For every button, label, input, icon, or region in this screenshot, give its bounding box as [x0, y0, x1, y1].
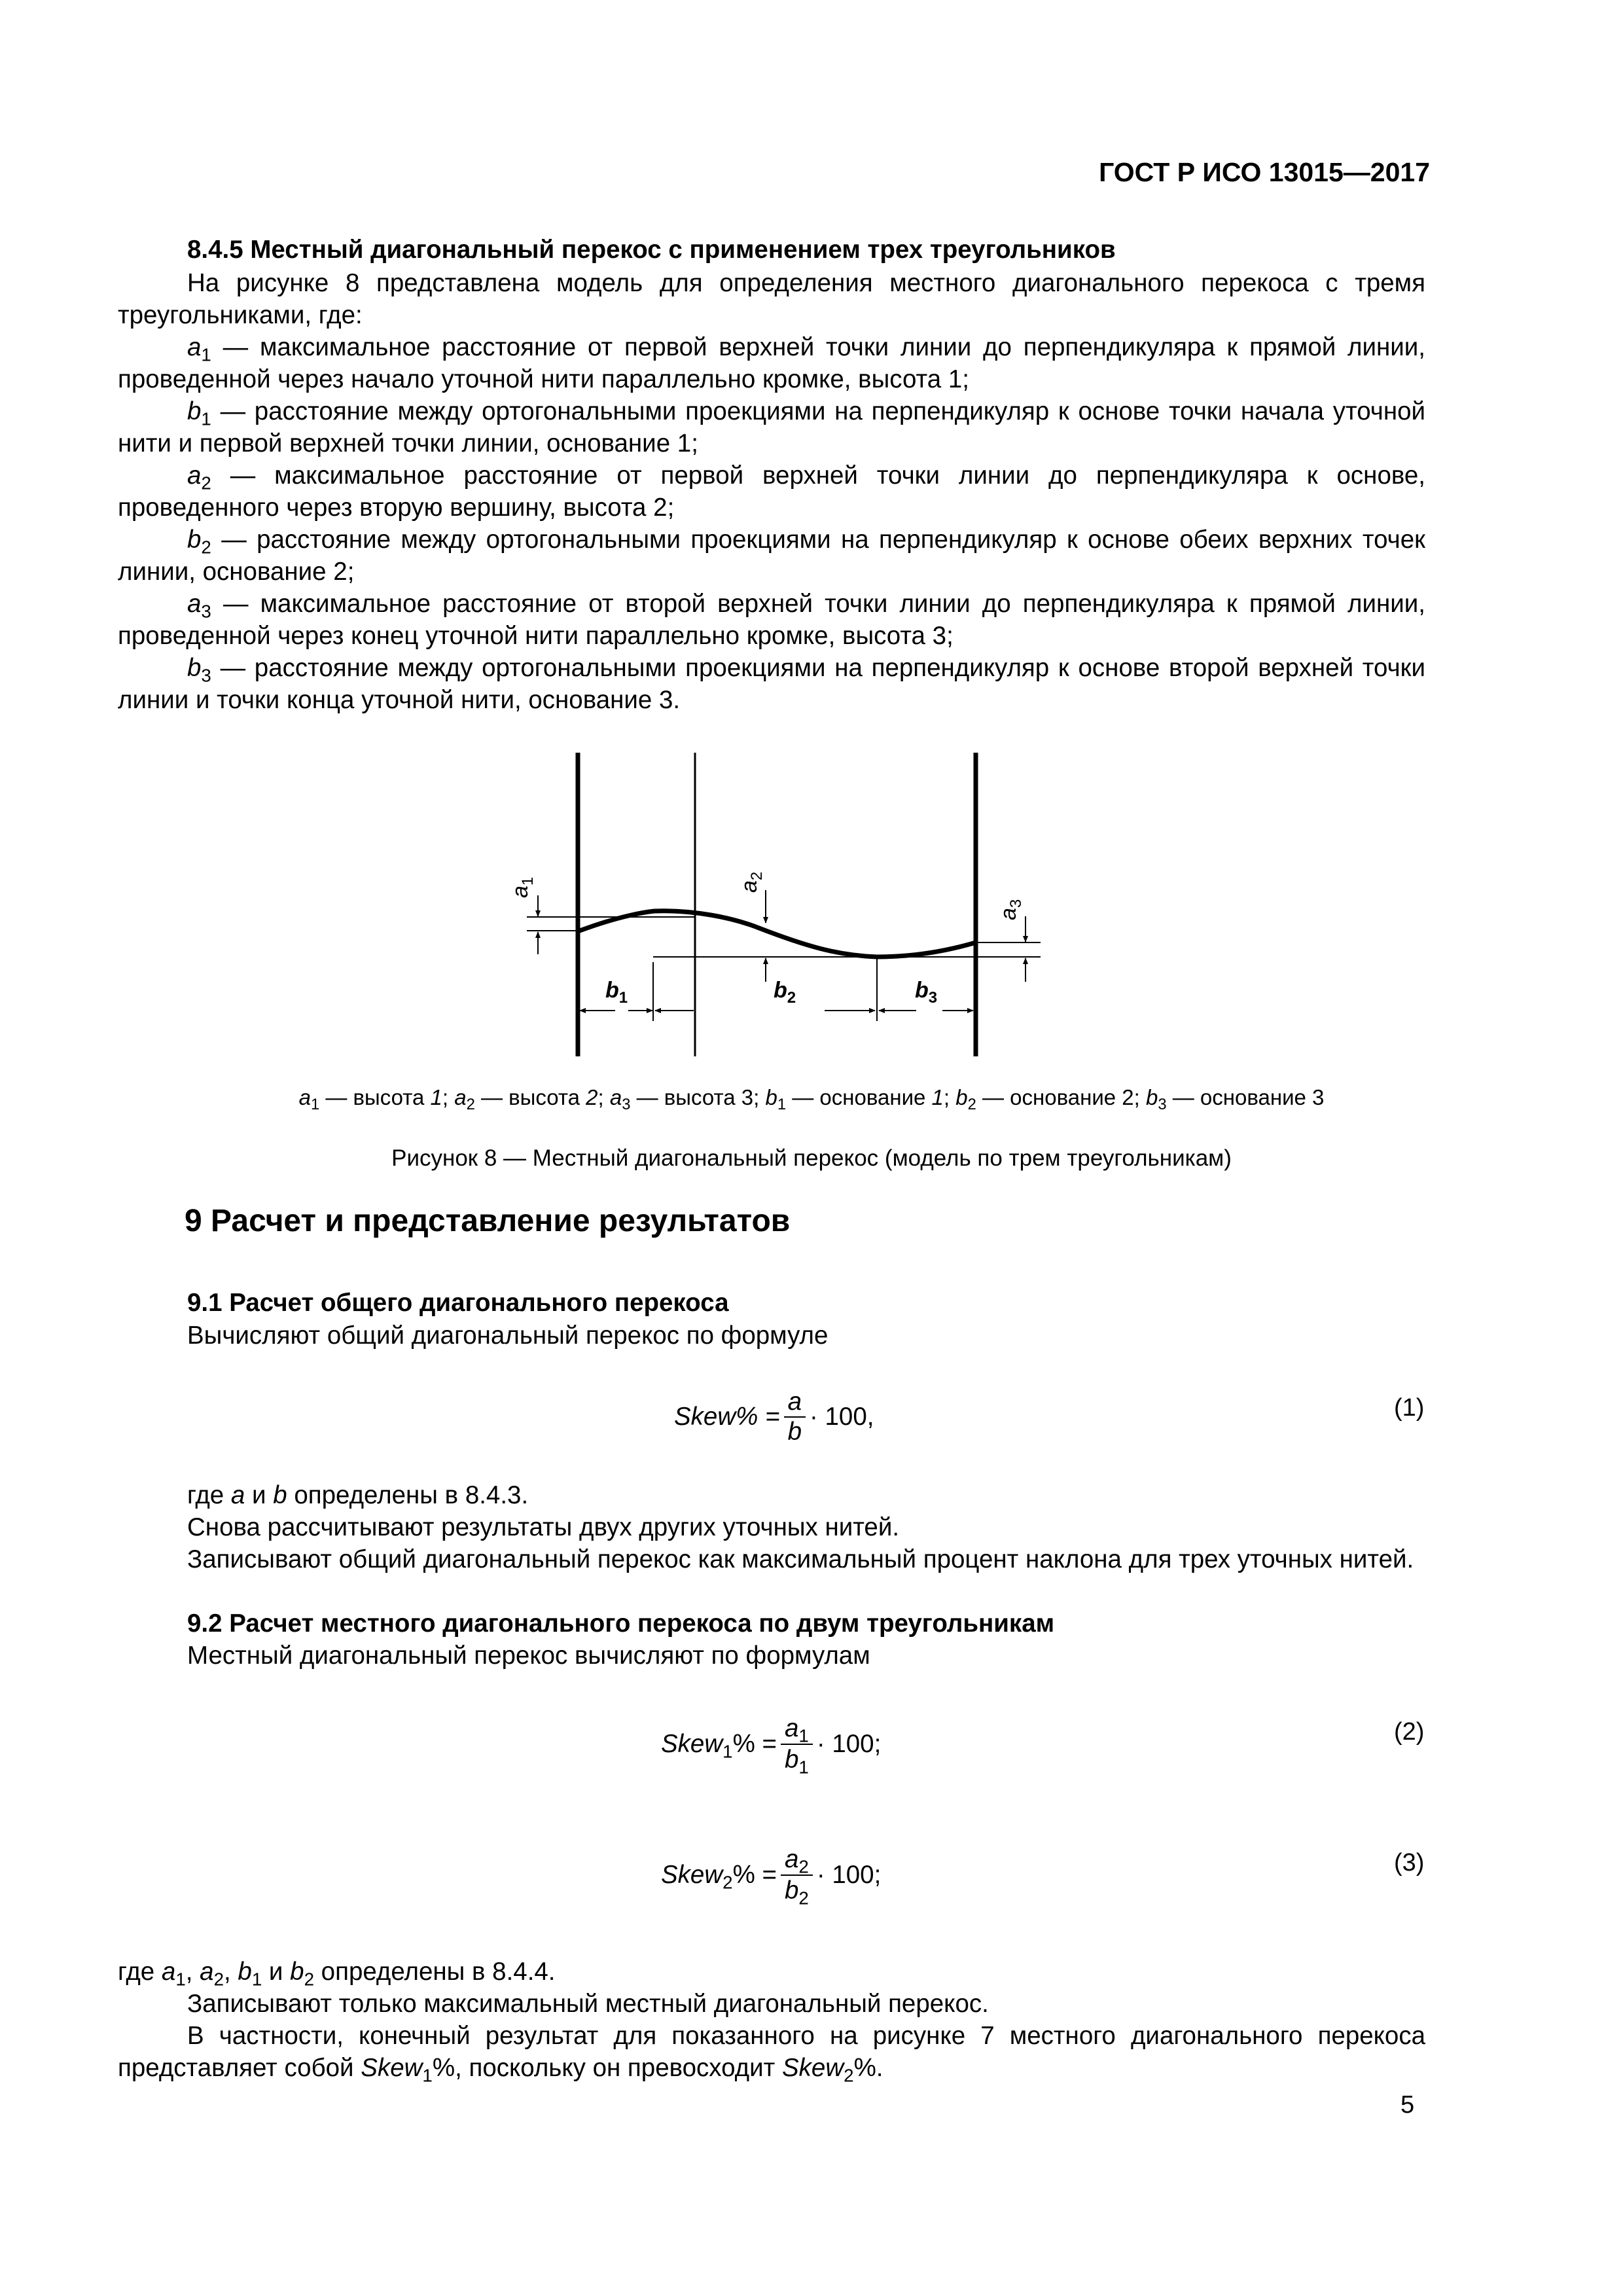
- var: a: [298, 1085, 311, 1109]
- sub: 1: [251, 1969, 262, 1990]
- sub: 3: [1158, 1096, 1167, 1114]
- den-var: b: [785, 1876, 799, 1905]
- eq3-numerator: [781, 1844, 813, 1876]
- label-var: b: [605, 978, 619, 1003]
- sub: 2: [213, 1969, 224, 1990]
- var-a: a: [200, 1958, 214, 1986]
- sep: ;: [597, 1085, 610, 1109]
- p3-sub1: 1: [422, 2065, 433, 2086]
- sub: 3: [201, 665, 211, 686]
- sep: ;: [442, 1085, 455, 1109]
- label-sub: 3: [1007, 899, 1025, 908]
- def-text: — расстояние между ортогональными проекциями на перпендикуляр к основе второй верхней точки линии и точки конца уточной нити, основание 3.: [118, 654, 1425, 714]
- def-text: — максимальное расстояние от первой верхней точки линии до перпендикуляра к прямой линии, проведенной через начало уточной нити параллельно кромке, высота 1;: [118, 333, 1425, 393]
- var: b: [955, 1085, 968, 1109]
- section-9-1-where: [118, 1479, 1425, 1511]
- num: 3: [741, 1085, 754, 1109]
- where-end: определены в 8.4.4.: [313, 1958, 556, 1986]
- var: a: [454, 1085, 467, 1109]
- eq2-denominator: [785, 1745, 809, 1778]
- where-pre: где: [187, 1481, 231, 1509]
- var-b: b: [290, 1958, 304, 1986]
- figure-8-legend: [118, 1085, 1505, 1114]
- def-text: — расстояние между ортогональными проекциями на перпендикуляр к основе точки начала уточной нити и первой верхней точки линии, основание 1;: [118, 397, 1425, 457]
- var: a: [187, 590, 202, 618]
- legend-text: — основание: [1166, 1085, 1313, 1109]
- conj: и: [262, 1958, 291, 1986]
- eq2-lhs-sub: 1: [722, 1741, 733, 1762]
- p3-sub2: 2: [844, 2065, 854, 2086]
- var: a: [187, 333, 202, 361]
- var: a: [609, 1085, 622, 1109]
- num: 3: [1312, 1085, 1325, 1109]
- eq2-fraction: [781, 1713, 813, 1778]
- var-a: a: [161, 1958, 176, 1986]
- section-9-2-text: Местный диагональный перекос вычисляют по формулам: [187, 1641, 870, 1670]
- section-9-1-title: 9.1 Расчет общего диагонального перекоса: [187, 1289, 729, 1317]
- var: b: [187, 397, 202, 425]
- comma: ,: [185, 1958, 200, 1986]
- section-9-1-p3: Записывают общий диагональный перекос как максимальный процент наклона для трех уточных нитей.: [187, 1545, 1414, 1573]
- sub: 2: [304, 1969, 314, 1990]
- eq1-denominator: b: [787, 1418, 802, 1446]
- eq2-tail: · 100;: [816, 1730, 882, 1758]
- label-b3: [915, 978, 937, 1007]
- den-sub: 1: [798, 1757, 809, 1778]
- eq2-lhs-tail: % =: [732, 1730, 777, 1758]
- eq2-numerator: [781, 1713, 813, 1745]
- legend-text: — высота: [630, 1085, 741, 1109]
- num-sub: 2: [798, 1856, 809, 1877]
- eq3-tail: · 100;: [816, 1861, 882, 1889]
- p3-c: %.: [853, 2054, 883, 2082]
- sub: 1: [201, 408, 211, 429]
- num-var: a: [785, 1714, 799, 1742]
- label-var: b: [774, 978, 787, 1003]
- document-header: ГОСТ Р ИСО 13015—2017: [1099, 157, 1430, 187]
- section-8-4-5-intro: На рисунке 8 представлена модель для определения местного диагонального перекоса с тремя треугольниками, где:: [118, 269, 1425, 329]
- eq3-lhs-sub: 2: [722, 1872, 733, 1893]
- num-var: a: [785, 1845, 799, 1873]
- equation-2: [661, 1705, 881, 1784]
- num: 1: [931, 1085, 944, 1109]
- page-number: 5: [1400, 2091, 1415, 2119]
- label-var: a: [508, 886, 533, 898]
- legend-text: — высота: [319, 1085, 431, 1109]
- p3-var2: Skew: [781, 2054, 844, 2082]
- sub: 2: [967, 1096, 976, 1114]
- var-b: b: [238, 1958, 252, 1986]
- eq2-lhs-var: Skew: [661, 1730, 723, 1758]
- where-post: определены в 8.4.3.: [287, 1481, 529, 1509]
- where-pre: где: [118, 1958, 162, 1986]
- label-sub: 2: [787, 989, 796, 1007]
- var: b: [1146, 1085, 1158, 1109]
- label-a3: [996, 899, 1025, 920]
- num: 1: [430, 1085, 442, 1109]
- equation-1-number: (1): [1394, 1394, 1425, 1422]
- legend-text: — высота: [474, 1085, 586, 1109]
- den-var: b: [785, 1746, 799, 1774]
- eq1-fraction: [784, 1388, 806, 1446]
- equation-2-number: (2): [1394, 1718, 1425, 1746]
- label-var: a: [996, 908, 1021, 920]
- section-9-2-p3: [118, 2020, 1425, 2084]
- where-mid: и: [245, 1481, 274, 1509]
- eq1-numerator: a: [784, 1388, 806, 1418]
- eq1-lhs: Skew% =: [674, 1403, 780, 1431]
- label-sub: 1: [519, 876, 537, 886]
- var-b: b: [273, 1481, 287, 1509]
- label-var: a: [737, 880, 762, 893]
- section-9-2-title: 9.2 Расчет местного диагонального перекоса по двум треугольникам: [187, 1609, 1055, 1638]
- comma: ,: [223, 1958, 238, 1986]
- sep: ;: [753, 1085, 766, 1109]
- label-sub: 2: [748, 871, 766, 881]
- section-9-1-p2: Снова рассчитывают результаты двух других уточных нитей.: [187, 1513, 900, 1541]
- den-sub: 2: [798, 1888, 809, 1909]
- legend-text: — основание: [976, 1085, 1122, 1109]
- var: b: [187, 526, 202, 554]
- section-9-2-p2: Записывают только максимальный местный диагональный перекос.: [187, 1990, 989, 2018]
- equation-3-number: (3): [1394, 1849, 1425, 1876]
- var: b: [765, 1085, 777, 1109]
- label-b2: [774, 978, 796, 1007]
- num-sub: 1: [798, 1725, 809, 1746]
- section-9-1-text: Вычисляют общий диагональный перекос по формуле: [187, 1321, 829, 1350]
- sub: 3: [622, 1096, 631, 1114]
- label-b1: [605, 978, 628, 1007]
- sub: 2: [201, 473, 211, 493]
- sub: 1: [310, 1096, 320, 1114]
- sep: ;: [943, 1085, 956, 1109]
- sub: 3: [201, 601, 211, 622]
- label-sub: 1: [618, 989, 628, 1007]
- sep: ;: [1133, 1085, 1146, 1109]
- p3-var1: Skew: [361, 2054, 423, 2082]
- label-sub: 3: [928, 989, 938, 1007]
- eq1-tail: · 100,: [809, 1403, 874, 1431]
- section-9-2-where: [118, 1956, 1425, 1988]
- var-a: a: [230, 1481, 245, 1509]
- var: a: [187, 461, 202, 490]
- equation-1: [674, 1381, 874, 1453]
- eq3-lhs-tail: % =: [732, 1861, 777, 1889]
- eq3-lhs: [661, 1861, 777, 1893]
- eq2-lhs: [661, 1730, 777, 1762]
- weft-curve: [578, 911, 976, 957]
- var: b: [187, 654, 202, 682]
- eq3-lhs-var: Skew: [661, 1861, 723, 1889]
- sub: 2: [201, 537, 211, 558]
- p3-a: В частности, конечный результат для показанного на рисунке 7 местного диагонального перекоса представляет собой: [118, 2022, 1425, 2082]
- eq3-denominator: [785, 1876, 809, 1909]
- label-a2: [737, 872, 766, 893]
- equation-3: [661, 1836, 881, 1914]
- sub: 1: [201, 344, 211, 365]
- sub: 2: [466, 1096, 475, 1114]
- section-9-title: 9 Расчет и представление результатов: [185, 1204, 791, 1238]
- figure-8-caption: Рисунок 8 — Местный диагональный перекос (модель по трем треугольникам): [391, 1145, 1232, 1171]
- def-text: — максимальное расстояние от первой верхней точки линии до перпендикуляра к основе, проведенного через вторую вершину, высота 2;: [118, 461, 1425, 522]
- legend-text: — основание: [786, 1085, 932, 1109]
- section-8-4-5-title: 8.4.5 Местный диагональный перекос с применением трех треугольников: [187, 236, 1116, 264]
- eq3-fraction: [781, 1844, 813, 1909]
- label-var: b: [915, 978, 929, 1003]
- label-a1: [508, 877, 537, 898]
- num: 2: [1122, 1085, 1134, 1109]
- num: 2: [586, 1085, 598, 1109]
- p3-b: %, поскольку он превосходит: [432, 2054, 782, 2082]
- def-text: — максимальное расстояние от второй верхней точки линии до перпендикуляра к прямой линии, проведенной через конец уточной нити параллельно кромке, высота 3;: [118, 590, 1425, 650]
- def-text: — расстояние между ортогональными проекциями на перпендикуляр к основе обеих верхних точек линии, основание 2;: [118, 526, 1425, 586]
- sub: 1: [777, 1096, 787, 1114]
- sub: 1: [175, 1969, 186, 1990]
